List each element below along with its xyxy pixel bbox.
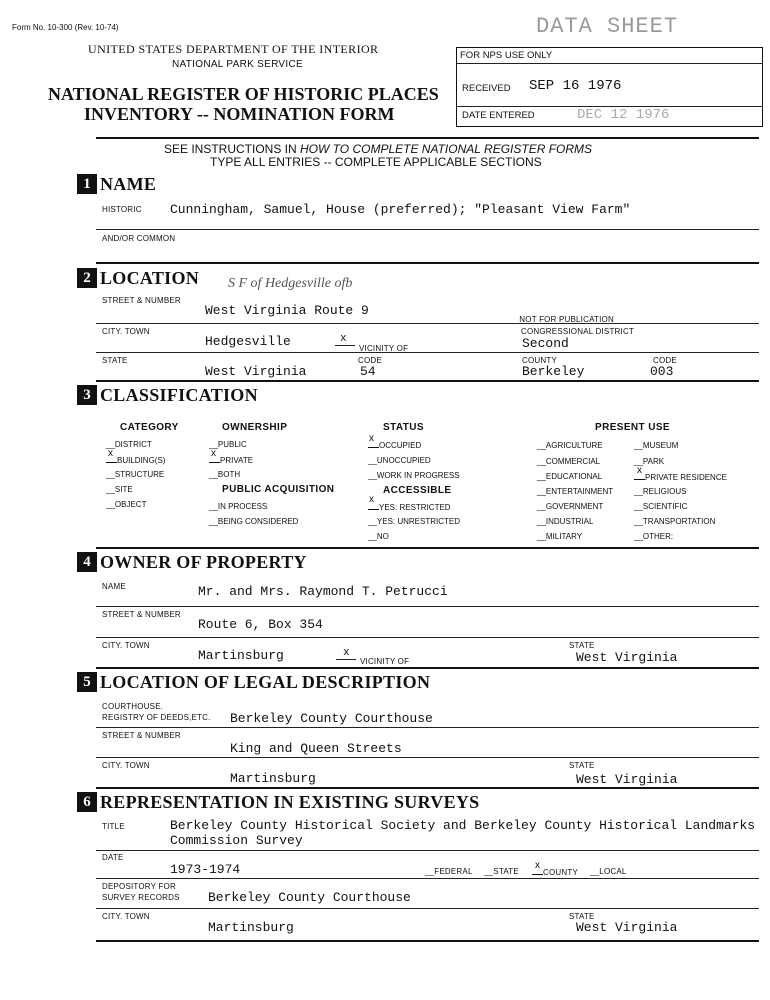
county-label: COUNTY bbox=[522, 356, 557, 365]
use-park: __PARK bbox=[634, 457, 665, 466]
survey-county-x: x bbox=[535, 860, 540, 871]
form-title-2: INVENTORY -- NOMINATION FORM bbox=[84, 104, 395, 124]
received-label: RECEIVED bbox=[462, 83, 511, 94]
handwritten-note: S F of Hedgesville ofb bbox=[228, 276, 353, 291]
survey-date-label: DATE bbox=[102, 853, 124, 862]
status-header: STATUS bbox=[383, 422, 424, 433]
legal-state: West Virginia bbox=[576, 772, 678, 787]
ownership-both: __BOTH bbox=[209, 470, 241, 479]
section-4-number: 4 bbox=[77, 552, 97, 572]
survey-federal: __FEDERAL bbox=[425, 867, 473, 876]
section-1-number: 1 bbox=[77, 174, 97, 194]
owner-state-label: STATE bbox=[569, 641, 595, 650]
survey-title-line-1: Berkeley County Historical Society and Berkeley County Historical Landmarks bbox=[170, 818, 756, 833]
status-unoccupied: __UNOCCUPIED bbox=[368, 456, 431, 465]
section-5-title: LOCATION OF LEGAL DESCRIPTION bbox=[100, 672, 431, 692]
section-2-number: 2 bbox=[77, 268, 97, 288]
legal-street: King and Queen Streets bbox=[230, 741, 402, 756]
street-value: West Virginia Route 9 bbox=[205, 303, 369, 318]
status-occupied: OCCUPIED bbox=[368, 440, 421, 450]
section-1-title: NAME bbox=[100, 174, 157, 194]
ownership-private: PRIVATE bbox=[209, 455, 253, 465]
section-4-title: OWNER OF PROPERTY bbox=[100, 552, 307, 572]
nps-use-only: FOR NPS USE ONLY bbox=[460, 50, 553, 61]
code-value: 54 bbox=[360, 364, 376, 379]
county-code-value: 003 bbox=[650, 364, 674, 379]
accessible-unrestricted: __YES: UNRESTRICTED bbox=[368, 517, 461, 526]
ownership-private-x: x bbox=[211, 448, 216, 459]
owner-name: Mr. and Mrs. Raymond T. Petrucci bbox=[198, 584, 448, 599]
category-district: __DISTRICT bbox=[106, 440, 152, 449]
code-label: CODE bbox=[358, 356, 382, 365]
not-for-publication: __NOT FOR PUBLICATION bbox=[510, 315, 614, 324]
owner-vicinity-x: x bbox=[343, 647, 350, 659]
category-buildings: BUILDING(S) bbox=[106, 455, 165, 465]
city-label: CITY. TOWN bbox=[102, 327, 150, 336]
acquisition-being-considered: __BEING CONSIDERED bbox=[209, 517, 299, 526]
ownership-header: OWNERSHIP bbox=[222, 422, 288, 433]
vicinity-x: x bbox=[340, 333, 347, 345]
use-industrial: __INDUSTRIAL bbox=[537, 517, 594, 526]
courthouse-value: Berkeley County Courthouse bbox=[230, 711, 433, 726]
section-2-title: LOCATION bbox=[100, 268, 200, 288]
depository-state: West Virginia bbox=[576, 920, 678, 935]
category-site: __SITE bbox=[106, 485, 133, 494]
service: NATIONAL PARK SERVICE bbox=[172, 59, 303, 70]
owner-vicinity-label: VICINITY OF bbox=[360, 657, 410, 666]
survey-local: __LOCAL bbox=[590, 867, 627, 876]
street-label: STREET & NUMBER bbox=[102, 296, 181, 305]
vicinity-label: VICINITY OF bbox=[359, 344, 409, 353]
use-educational: __EDUCATIONAL bbox=[537, 472, 603, 481]
date-entered: DEC 12 1976 bbox=[577, 107, 670, 123]
section-6-title: REPRESENTATION IN EXISTING SURVEYS bbox=[100, 792, 480, 812]
acquisition-in-process: __IN PROCESS bbox=[209, 502, 268, 511]
survey-county: COUNTY bbox=[532, 867, 578, 877]
historic-name: Cunningham, Samuel, House (preferred); "Pleasant View Farm" bbox=[170, 202, 631, 217]
use-religious: __RELIGIOUS bbox=[634, 487, 687, 496]
use-commercial: __COMMERCIAL bbox=[537, 457, 601, 466]
use-government: __GOVERNMENT bbox=[537, 502, 604, 511]
use-scientific: __SCIENTIFIC bbox=[634, 502, 688, 511]
section-6-number: 6 bbox=[77, 792, 97, 812]
courthouse-label-2: REGISTRY OF DEEDS,ETC. bbox=[102, 713, 211, 722]
depository-state-label: STATE bbox=[569, 912, 595, 921]
use-agriculture: __AGRICULTURE bbox=[537, 441, 603, 450]
county-code-label: CODE bbox=[653, 356, 677, 365]
congressional-label: CONGRESSIONAL DISTRICT bbox=[521, 327, 635, 336]
section-3-number: 3 bbox=[77, 385, 97, 405]
status-occupied-x: x bbox=[369, 433, 374, 444]
legal-city-label: CITY. TOWN bbox=[102, 761, 150, 770]
use-private-residence: PRIVATE RESIDENCE bbox=[634, 472, 727, 482]
congressional-value: Second bbox=[522, 336, 569, 351]
use-museum: __MUSEUM bbox=[634, 441, 679, 450]
historic-label: HISTORIC bbox=[102, 205, 142, 214]
status-work-in-progress: __WORK IN PROGRESS bbox=[368, 471, 460, 480]
category-buildings-x: x bbox=[108, 448, 113, 459]
county-value: Berkeley bbox=[522, 364, 585, 379]
use-entertainment: __ENTERTAINMENT bbox=[537, 487, 614, 496]
survey-title-label: TITLE bbox=[102, 822, 125, 831]
department: UNITED STATES DEPARTMENT OF THE INTERIOR bbox=[88, 42, 379, 56]
state-label: STATE bbox=[102, 356, 128, 365]
use-other: __OTHER: bbox=[634, 532, 674, 541]
survey-title-line-2: Commission Survey bbox=[170, 833, 303, 848]
category-structure: __STRUCTURE bbox=[106, 470, 165, 479]
instructions-line-1: SEE INSTRUCTIONS IN HOW TO COMPLETE NATIONAL REGISTER FORMS bbox=[164, 142, 593, 156]
section-5-number: 5 bbox=[77, 672, 97, 692]
depository-label-2: SURVEY RECORDS bbox=[102, 893, 180, 902]
courthouse-label-1: COURTHOUSE. bbox=[102, 702, 164, 711]
owner-name-label: NAME bbox=[102, 582, 126, 591]
ownership-public: __PUBLIC bbox=[209, 440, 247, 449]
use-private-residence-x: x bbox=[637, 465, 642, 476]
survey-state: __STATE bbox=[484, 867, 519, 876]
category-header: CATEGORY bbox=[120, 422, 179, 433]
owner-city: Martinsburg bbox=[198, 648, 284, 663]
nps-use-box bbox=[456, 47, 763, 127]
form-number: Form No. 10-300 (Rev. 10-74) bbox=[12, 23, 119, 32]
public-acquisition-header: PUBLIC ACQUISITION bbox=[222, 484, 335, 495]
owner-street-label: STREET & NUMBER bbox=[102, 610, 181, 619]
survey-date: 1973-1974 bbox=[170, 862, 241, 877]
owner-city-label: CITY. TOWN bbox=[102, 641, 150, 650]
use-military: __MILITARY bbox=[537, 532, 583, 541]
received-date: SEP 16 1976 bbox=[529, 78, 622, 94]
depository-city: Martinsburg bbox=[208, 920, 294, 935]
city-value: Hedgesville bbox=[205, 334, 291, 349]
owner-street: Route 6, Box 354 bbox=[198, 617, 323, 632]
legal-state-label: STATE bbox=[569, 761, 595, 770]
accessible-no: __NO bbox=[368, 532, 389, 541]
owner-state: West Virginia bbox=[576, 650, 678, 665]
section-3-title: CLASSIFICATION bbox=[100, 385, 258, 405]
legal-street-label: STREET & NUMBER bbox=[102, 731, 181, 740]
common-name-label: AND/OR COMMON bbox=[102, 234, 176, 243]
state-value: West Virginia bbox=[205, 364, 307, 379]
legal-city: Martinsburg bbox=[230, 771, 316, 786]
accessible-restricted: YES: RESTRICTED bbox=[368, 502, 451, 512]
depository-label-1: DEPOSITORY FOR bbox=[102, 882, 176, 891]
accessible-restricted-x: x bbox=[369, 494, 374, 505]
present-use-header: PRESENT USE bbox=[595, 422, 670, 433]
form-title-1: NATIONAL REGISTER OF HISTORIC PLACES bbox=[48, 84, 439, 104]
accessible-header: ACCESSIBLE bbox=[383, 485, 452, 496]
data-sheet-stamp: DATA SHEET bbox=[536, 14, 679, 39]
instructions-line-2: TYPE ALL ENTRIES -- COMPLETE APPLICABLE SECTIONS bbox=[210, 155, 542, 169]
category-object: __OBJECT bbox=[106, 500, 147, 509]
date-entered-label: DATE ENTERED bbox=[462, 110, 535, 121]
depository-city-label: CITY. TOWN bbox=[102, 912, 150, 921]
depository-value: Berkeley County Courthouse bbox=[208, 890, 411, 905]
use-transportation: __TRANSPORTATION bbox=[634, 517, 716, 526]
